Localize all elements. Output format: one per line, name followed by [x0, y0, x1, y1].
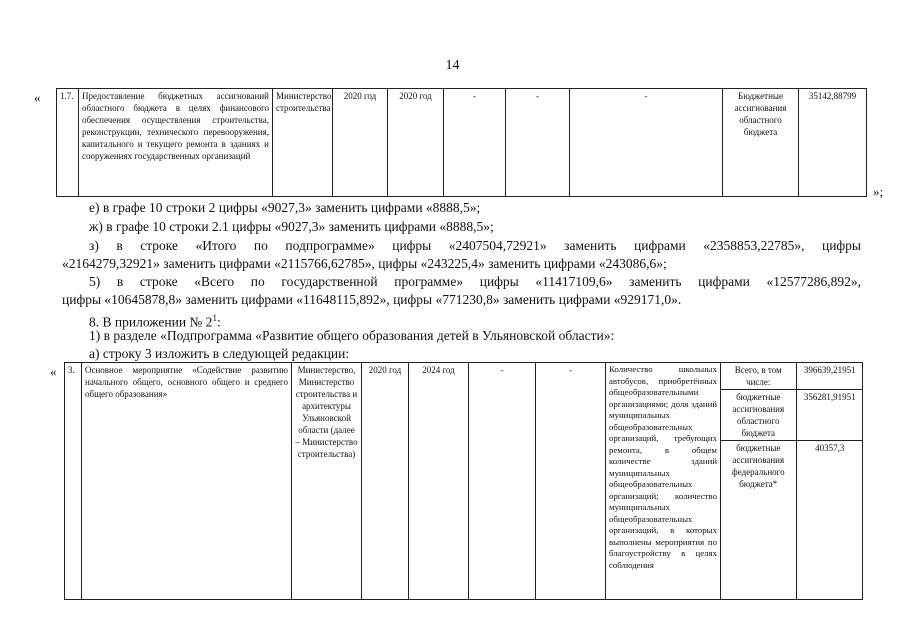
paragraph: 1) в разделе «Подпрограмма «Развитие общего образования детей в Ульяновской области»:	[89, 328, 615, 343]
funding-amount: 40357,3	[815, 443, 845, 453]
funding-amount: 356281,91951	[796, 390, 863, 441]
paragraph: 5) в строке «Всего по государственной программе» цифры «11417109,6» заменить цифрами «12577286,892»,	[89, 274, 861, 289]
paragraph: цифры «10645878,8» заменить цифрами «11648115,892», цифры «771230,8» заменить цифрами «929171,0».	[62, 292, 682, 307]
funding-block	[721, 363, 863, 600]
paragraph: з) в строке «Итого по подпрограмме» цифры «2407504,72921» заменить цифрами «2358853,22785», цифры	[89, 238, 861, 253]
paragraph-colon: :	[216, 314, 221, 330]
paragraph: ж) в графе 10 строки 2.1 цифры «9027,3» заменить цифрами «8888,5»;	[89, 219, 494, 234]
funding-source: Всего, в том числе:	[721, 363, 796, 390]
page-number: 14	[445, 58, 460, 73]
close-quote: »;	[873, 184, 884, 199]
funding-source: бюджетные ассигнования федерального бюджета*	[721, 441, 796, 599]
row-number: 1.7.	[57, 89, 79, 197]
paragraph: «2164279,32921» заменить цифрами «2115766,62785», цифры «243225,4» заменить цифрами «243086,6»;	[62, 256, 667, 271]
funding-source: бюджетные ассигнования областного бюджета	[721, 390, 796, 441]
dash-cell: -	[469, 363, 536, 600]
open-quote: «	[34, 90, 41, 105]
executor: Министерство строительства	[273, 89, 333, 197]
funding-source: Бюджетные ассигнования областного бюджета	[723, 89, 799, 197]
dash-cell: -	[444, 89, 506, 197]
dash-cell: -	[570, 89, 723, 197]
executor: Министерство, Министерство строительства и архитектуры Ульяновской области (далее – Министерство строительства)	[292, 363, 362, 600]
funding-amount: 35142,88799	[799, 89, 867, 197]
start-year: 2020 год	[362, 363, 409, 600]
activity-name: Основное мероприятие «Содействие развитию начального общего, основного общего и среднего общего образования»	[82, 363, 292, 600]
superscript: 1	[212, 313, 217, 323]
paragraph-text: 8. В приложении № 2	[89, 314, 213, 330]
table-row-3	[64, 362, 863, 600]
end-year: 2024 год	[409, 363, 469, 600]
end-year: 2020 год	[388, 89, 444, 197]
activity-name: Предоставление бюджетных ассигнований областного бюджета в целях финансового обеспечения осуществления строительства, реконструкции, технического перевооружения, капитального и текущего ремонта в зданиях и сооружениях государственных организаций	[79, 89, 273, 197]
start-year: 2020 год	[333, 89, 388, 197]
row-number: 3.	[65, 363, 82, 600]
target-indicators: Количество школьных автобусов, приобретённых общеобразовательными организациями; доля зданий муниципальных общеобразовательных организаций, требующих ремонта, в общем количестве зданий муниципальных общеобразовательных организаций; количество муниципальных общеобразовательных организаций, в которых выполнены мероприятия по благоустройству в целях соблюдения	[606, 363, 721, 600]
table-row-1-7	[56, 88, 867, 197]
funding-amount: 396639,21951	[796, 363, 863, 390]
paragraph: а) строку 3 изложить в следующей редакции:	[89, 346, 350, 361]
open-quote: «	[50, 364, 57, 379]
dash-cell: -	[536, 363, 606, 600]
paragraph: е) в графе 10 строки 2 цифры «9027,3» заменить цифрами «8888,5»;	[89, 200, 481, 215]
dash-cell: -	[506, 89, 570, 197]
